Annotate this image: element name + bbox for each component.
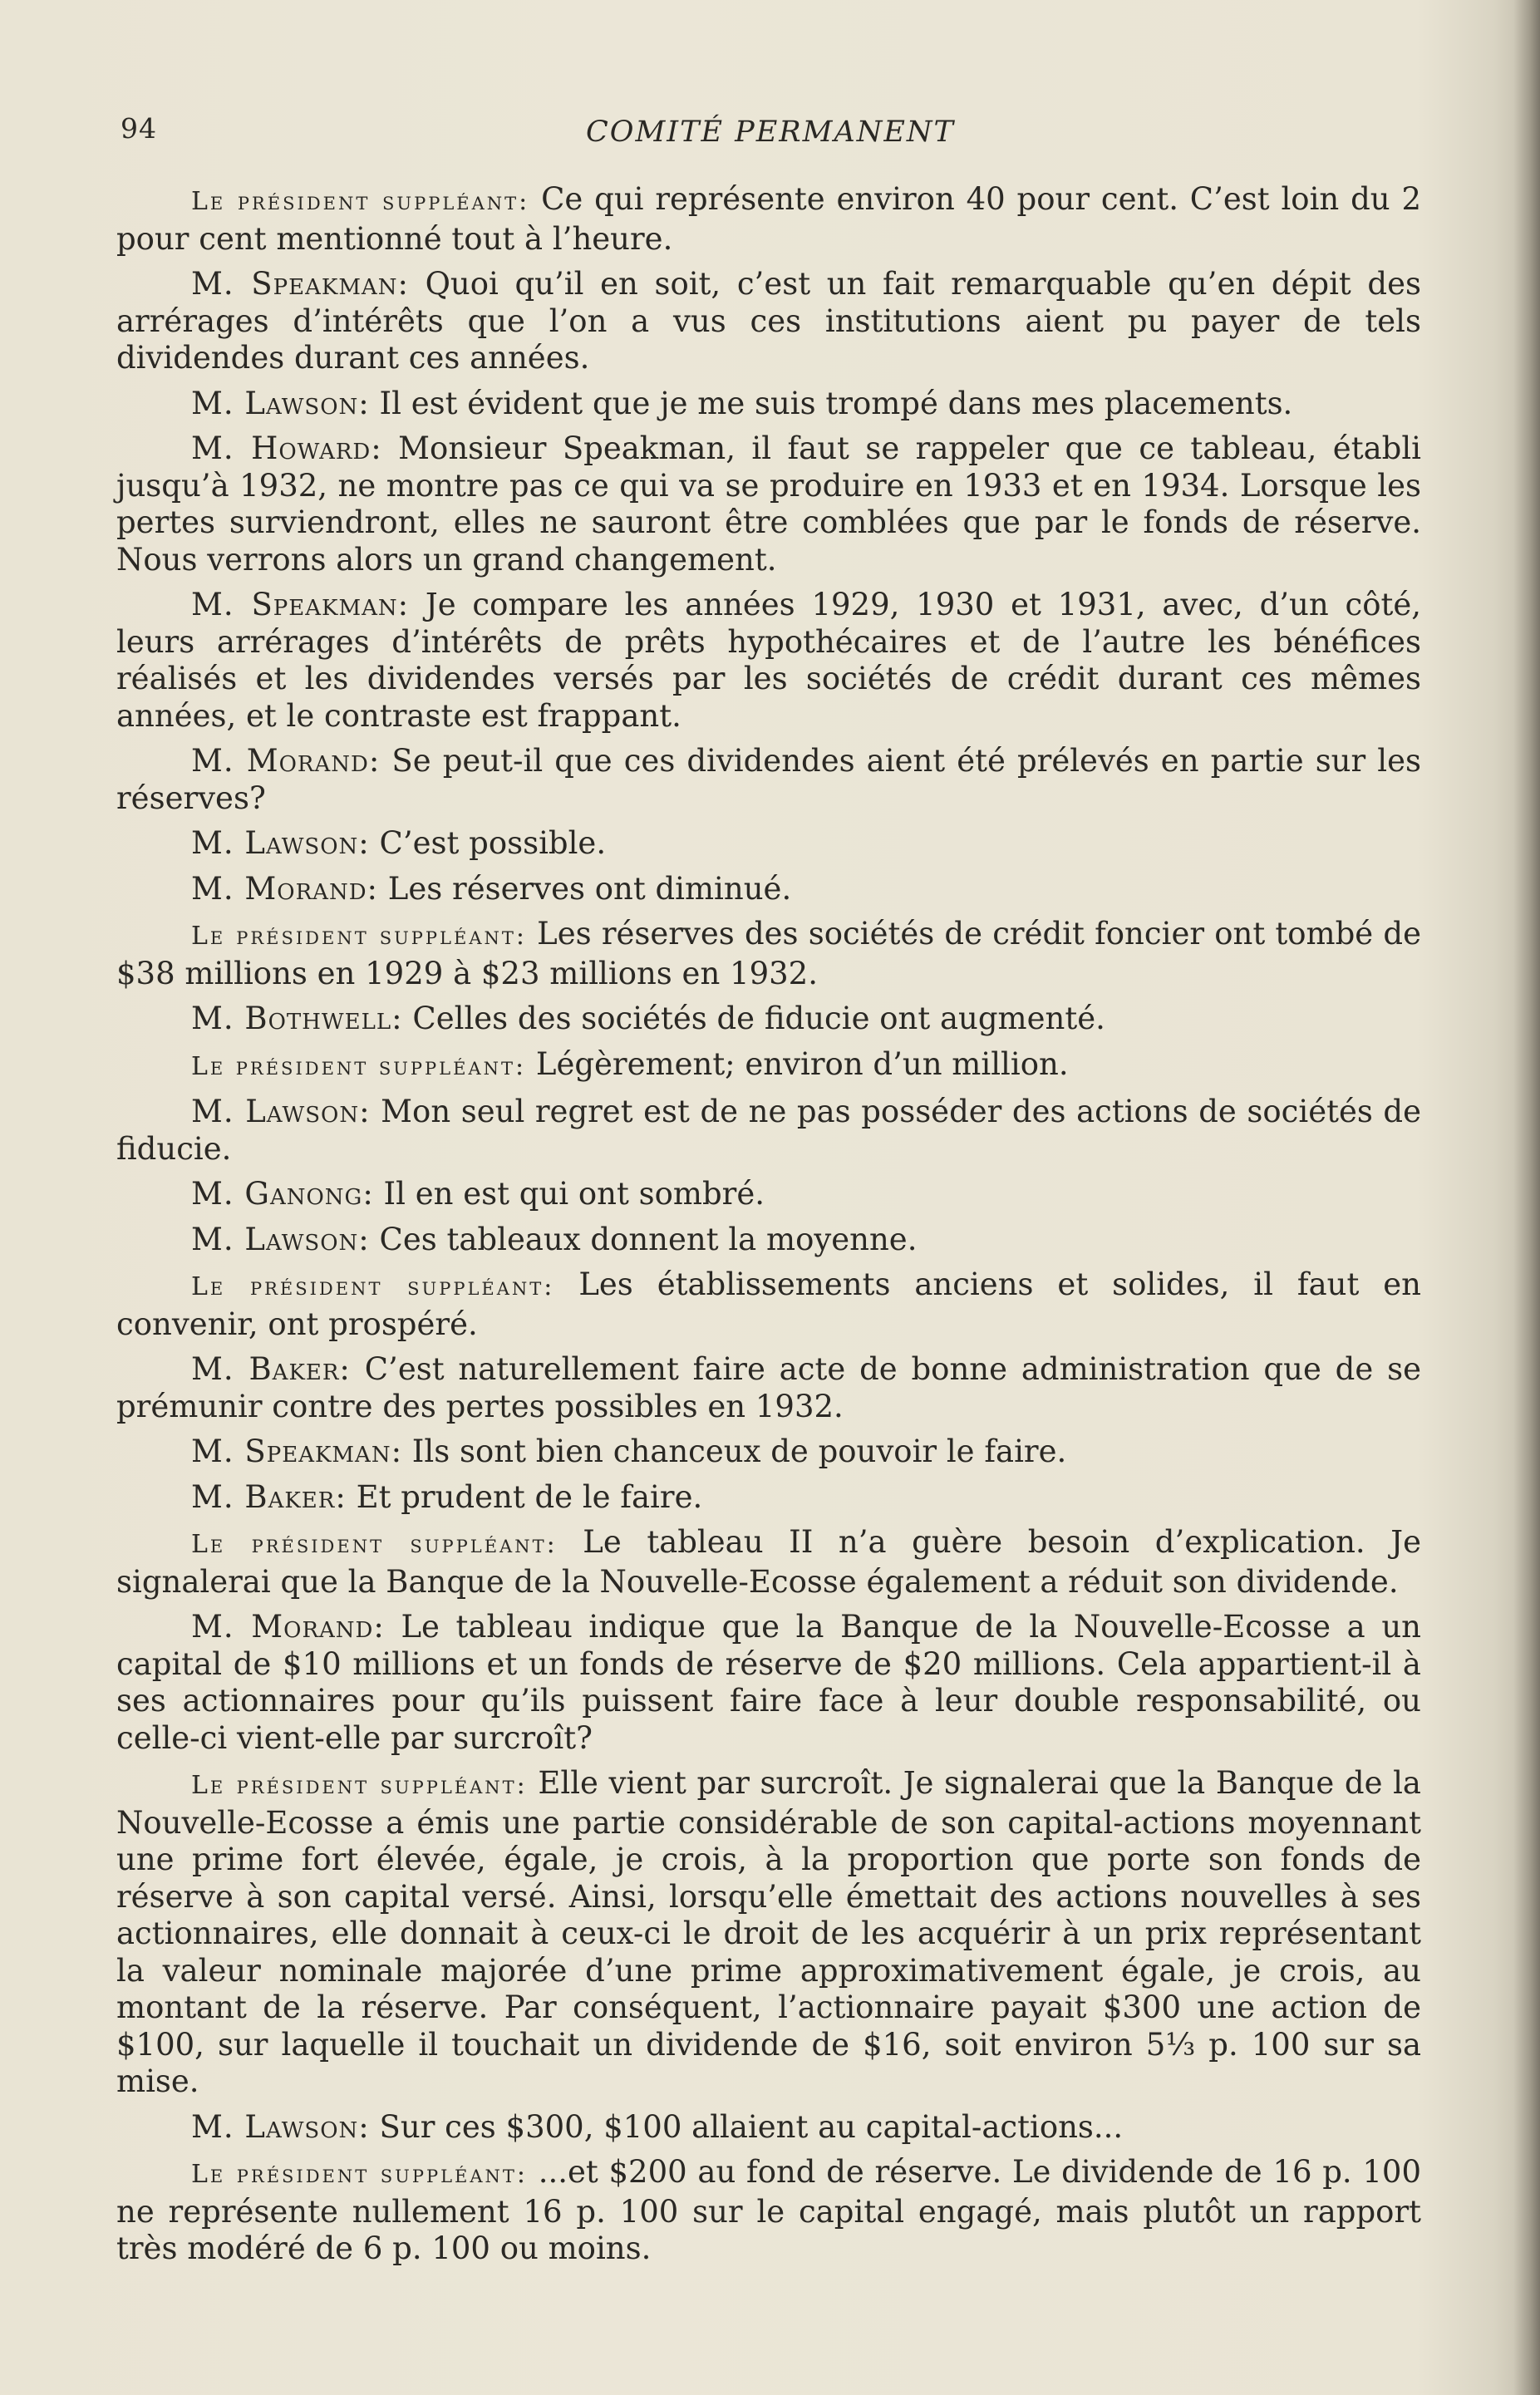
speaker-name: M. Lawson:	[191, 825, 370, 861]
paragraph	[116, 1176, 1421, 1213]
speaker-name: M. Ganong:	[191, 1176, 374, 1212]
paragraph	[116, 1351, 1421, 1425]
speaker-name: M. Morand:	[191, 870, 379, 907]
paragraph-text: Il en est qui ont sombré.	[373, 1176, 765, 1212]
speaker-name: M. Lawson:	[191, 1094, 371, 1129]
speaker-name: M. Howard:	[191, 430, 382, 466]
paragraph-text: Elle vient par surcroît. Je signalerai que la Banque de la Nouvelle-Ecosse a émis une partie considérable de son capital-actions moyennant une prime fort élevée, égale, je crois, à la proportion que porte son fonds de réserve à son capital versé. Ainsi, lorsqu’elle émettait des actions nouvelles à ses actionnaires, elle donnait à ceux-ci le droit de les acquérir à un prix représentant la valeur nominale majorée d’une prime approximativement égale, je crois, au montant de la réserve. Par conséquent, l’actionnaire payait $300 une action de $100, sur laquelle il touchait un dividende de $16, soit environ 5⅓ p. 100 sur sa mise.	[116, 1765, 1421, 2099]
speaker-name: M. Speakman:	[191, 587, 410, 622]
speaker-name: M. Lawson:	[191, 1221, 370, 1257]
paragraph	[116, 1524, 1421, 1601]
speaker-name: Le président suppléant:	[191, 1272, 555, 1301]
speaker-name: Le président suppléant:	[191, 1771, 528, 1800]
paragraph	[116, 1094, 1421, 1168]
speaker-name: M. Morand:	[191, 1609, 385, 1645]
paragraph-text: Les établissements anciens et solides, il faut en convenir, ont prospéré.	[116, 1266, 1421, 1342]
paragraph	[116, 1266, 1421, 1343]
paragraph	[116, 2154, 1421, 2268]
paragraph-text: Le tableau indique que la Banque de la Nouvelle-Ecosse a un capital de $10 millions et un fonds de réserve de $20 millions. Cela appartient-il à ses actionnaires pour qu’ils puissent faire face à leur double responsabilité, ou celle-ci vient-elle par surcroît?	[116, 1609, 1422, 1756]
paragraph-text: Sur ces $300, $100 allaient au capital-actions...	[369, 2108, 1124, 2145]
paragraph	[116, 181, 1421, 258]
paragraph-text: Ces tableaux donnent la moyenne.	[369, 1221, 918, 1257]
paragraph	[116, 386, 1421, 423]
paragraph	[116, 2109, 1421, 2147]
speaker-name: M. Morand:	[191, 743, 381, 779]
paragraph	[116, 1046, 1421, 1086]
page-number: 94	[121, 112, 157, 145]
page-header	[121, 112, 1417, 162]
paragraph-text: Les réserves ont diminué.	[378, 870, 792, 907]
paragraph-text: Il est évident que je me suis trompé dans mes placements.	[369, 385, 1293, 421]
paragraph	[116, 871, 1421, 908]
paragraph	[116, 916, 1421, 992]
speaker-name: M. Baker:	[191, 1351, 351, 1387]
speaker-name: Le président suppléant:	[191, 2160, 529, 2189]
paragraph	[116, 266, 1421, 377]
running-head: COMITÉ PERMANENT	[586, 116, 955, 149]
paragraph	[116, 825, 1421, 863]
paragraph	[116, 1434, 1421, 1471]
paragraph-text: Ce qui représente environ 40 pour cent. C’est loin du 2 pour cent mentionné tout à l’heure.	[116, 181, 1421, 257]
speaker-name: Le président suppléant:	[191, 1530, 558, 1559]
speaker-name: M. Lawson:	[191, 385, 370, 421]
paragraph-text: Mon seul regret est de ne pas posséder des actions de sociétés de fiducie.	[116, 1094, 1421, 1167]
transcript-body	[116, 181, 1421, 2276]
speaker-name: Le président suppléant:	[191, 1051, 527, 1081]
paragraph-text: Et prudent de le faire.	[346, 1478, 703, 1515]
speaker-name: M. Baker:	[191, 1478, 347, 1515]
paragraph	[116, 1222, 1421, 1259]
paragraph-text: Légèrement; environ d’un million.	[526, 1045, 1069, 1082]
paragraph	[116, 587, 1421, 735]
paragraph	[116, 1001, 1421, 1038]
paragraph-text: Celles des sociétés de fiducie ont augmenté.	[402, 1001, 1105, 1036]
speaker-name: M. Bothwell:	[191, 1001, 403, 1036]
paragraph-text: Je compare les années 1929, 1930 et 1931, avec, d’un côté, leurs arrérages d’intérêts de prêts hypothécaires et de l’autre les bénéfices réalisés et les dividendes versés par les sociétés de crédit durant ces mêmes années, et le contraste est frappant.	[116, 587, 1421, 734]
paragraph	[116, 430, 1421, 578]
paragraph-text: Monsieur Speakman, il faut se rappeler que ce tableau, établi jusqu’à 1932, ne montre pas ce qui va se produire en 1933 et en 1934. Lorsque les pertes surviendront, elles ne sauront être comblées que par le fonds de réserve. Nous verrons alors un grand changement.	[116, 430, 1421, 578]
page-edge-shadow	[1513, 0, 1540, 2395]
paragraph-text: Se peut-il que ces dividendes aient été prélevés en partie sur les réserves?	[116, 743, 1421, 816]
paragraph-text: Ils sont bien chanceux de pouvoir le faire.	[402, 1434, 1067, 1469]
speaker-name: M. Speakman:	[191, 1434, 403, 1469]
paragraph-text: C’est possible.	[369, 825, 607, 861]
speaker-name: M. Speakman:	[191, 266, 409, 302]
paragraph-text: Les réserves des sociétés de crédit foncier ont tombé de $38 millions en 1929 à $23 millions en 1932.	[116, 916, 1421, 991]
speaker-name: Le président suppléant:	[191, 922, 527, 951]
speaker-name: Le président suppléant:	[191, 187, 530, 216]
paragraph-text: Quoi qu’il en soit, c’est un fait remarquable qu’en dépit des arrérages d’intérêts que l’on a vus ces institutions aient pu payer de tels dividendes durant ces années.	[116, 266, 1421, 376]
paragraph	[116, 1765, 1421, 2101]
paragraph-text: ...et $200 au fond de réserve. Le dividende de 16 p. 100 ne représente nullement 16 p. 100 sur le capital engagé, mais plutôt un rapport très modéré de 6 p. 100 ou moins.	[116, 2154, 1421, 2266]
paragraph	[116, 1479, 1421, 1517]
paragraph	[116, 1609, 1421, 1757]
paragraph-text: C’est naturellement faire acte de bonne administration que de se prémunir contre des pertes possibles en 1932.	[116, 1351, 1421, 1424]
paragraph	[116, 743, 1421, 817]
speaker-name: M. Lawson:	[191, 2108, 370, 2145]
paragraph-text: Le tableau II n’a guère besoin d’explication. Je signalerai que la Banque de la Nouvelle-Ecosse également a réduit son dividende.	[116, 1524, 1421, 1600]
